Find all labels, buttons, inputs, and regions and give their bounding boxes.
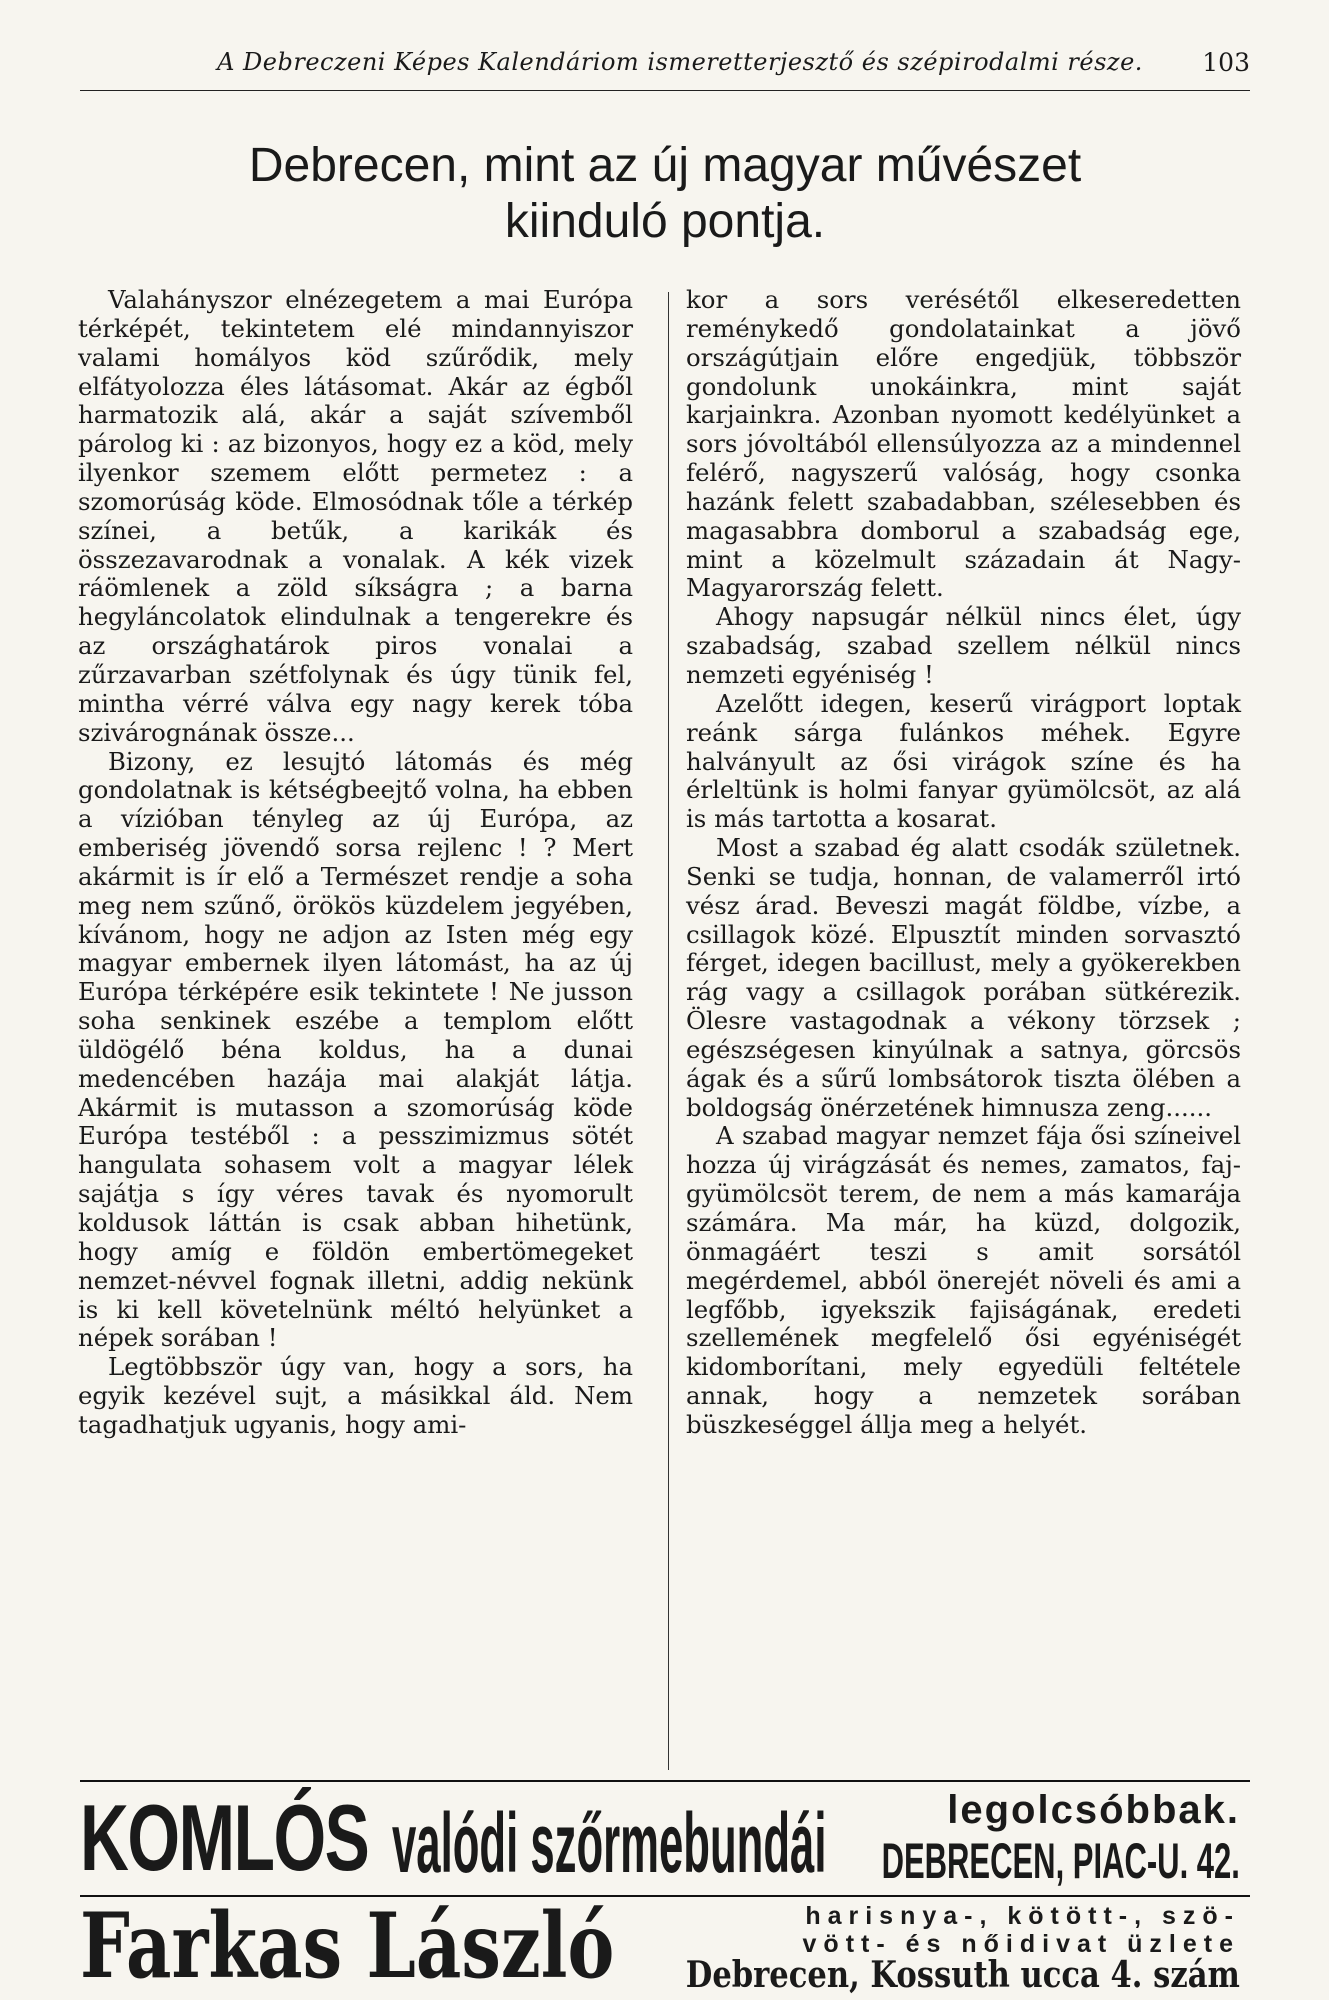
paragraph: Bizony, ez lesujtó látomás és még gondolatnak is kétségbeejtő volna, ha ebben a vízióban tényleg az új Európa, az emberiség jövendő sorsa rejlenc ! ? Mert akármit is ír elő a Természet rendje a soha meg nem szűnő, örökös küzdelem jegyében, kívánom, hogy ne adjon az Isten még egy magyar embernek ilyen látomást, ha az új Európa térképére esik tekintete ! Ne jusson soha senkinek eszébe a templom előtt üldögélő béna koldus, ha a dunai medencében hazája mai alakját látja. Akármit is mutasson a szomorúság köde Európa testéből : a pesszimizmus sötét hangulata sohasem volt a magyar lélek sajátja s így véres tavak és nyomorult koldusok láttán is csak abban hihetünk, hogy amíg e földön embertömegeket nemzet-névvel fognak illetni, addig nekünk is ki kell követelnünk méltó helyünket a népek sorában ! <box>78 746 633 1353</box>
article-title-line-1: Debrecen, mint az új magyar művészet <box>248 139 1082 192</box>
paragraph: kor a sors verésétől elkeseredetten reménykedő gondolatainkat a jövő országútjain előre engedjük, többször gondolunk unokáinkra, mint saját karjainkra. Azonban nyomott kedélyünket a sors jóvoltából ellensúlyozza az a mindennel felérő, nagyszerű valóság, hogy csonka hazánk felett szabadabban, szélesebben és magasabbra domborul a szabadság ege, mint a közelmult századain át Nagy-Magyarország felett. <box>686 285 1241 603</box>
farkas-description-line-1: harisnya-, kötött-, szö- <box>805 1902 1240 1930</box>
page-number: 103 <box>1202 48 1250 77</box>
paragraph: A szabad magyar nemzet fája ősi színeivel hozza új virágzását és nemes, zamatos, faj-gyümölcsöt terem, de nem a más kamarája számára. Ma már, ha küzd, dolgozik, önmagáért teszi s amit sorsától megérdemel, abból önerejét növeli és ami a legfőbb, igyekszik fajiságának, eredeti szellemének megfelelő ősi egyéniségét kidomborítani, mely egyedüli feltétele annak, hogy a nemzetek sorában büszkeséggel állja meg a helyét. <box>686 1121 1241 1439</box>
komlos-product: valódi szőrmebundái <box>392 1796 827 1890</box>
paragraph: Azelőtt idegen, keserű virágport loptak reánk sárga fulánkos méhek. Egyre halványult az ősi virágok színe és ha érleltünk is holmi fanyar gyümölcsöt, az alá is más tartotta a kosarat. <box>686 688 1241 834</box>
advert-rule <box>80 1780 1250 1782</box>
komlos-advertisement <box>80 1785 1250 1890</box>
farkas-address: Debrecen, Kossuth ucca 4. szám <box>685 1954 1240 1996</box>
paragraph: Legtöbbször úgy van, hogy a sors, ha egyik kezével sujt, a másikkal áld. Nem tagadhatjuk ugyanis, hogy ami- <box>78 1352 633 1439</box>
header-rule <box>80 90 1250 91</box>
komlos-address: DEBRECEN, PIAC-U. 42. <box>881 1833 1240 1889</box>
right-column <box>686 286 1241 1440</box>
paragraph: Valahányszor elnézegetem a mai Európa térképét, tekintetem elé mindannyiszor valami homályos köd szűrődik, mely elfátyolozza éles látásomat. Akár az égből harmatozik alá, akár a saját szívemből párolog ki : az bizonyos, hogy ez a köd, mely ilyenkor szemem előtt permetez : a szomorúság köde. Elmosódnak tőle a térkép színei, a betűk, a karikák és összezavarodnak a vonalak. A kék vizek ráömlenek a zöld síkságra ; a barna hegyláncolatok elindulnak a tengerekre és az országhatárok piros vonalai a zűrzavarban szétfolynak és úgy tünik fel, mintha vérré válva egy nagy kerek tóba szivárognának össze... <box>78 285 633 747</box>
komlos-name: KOMLÓS <box>80 1785 369 1890</box>
farkas-description-line-2: vött- és nőidivat üzlete <box>802 1930 1240 1958</box>
paragraph: Ahogy napsugár nélkül nincs élet, úgy szabadság, szabad szellem nélkül nincs nemzeti egyéniség ! <box>686 602 1241 689</box>
farkas-advertisement <box>80 1893 1250 1999</box>
article-title <box>80 138 1250 250</box>
column-divider <box>668 292 669 1770</box>
left-column <box>78 286 633 1440</box>
paragraph: Most a szabad ég alatt csodák születnek. Senki se tudja, honnan, de valamerről irtó vész árad. Beveszi magát földbe, vízbe, a csillagok közé. Elpusztít minden sorvasztó férget, idegen bacillust, mely a gyökerekben rág vagy a csillagok porában sütkérezik. Ölesre vastagodnak a vékony törzsek ; egészségesen kinyúlnak a satnya, görcsös ágak és a sűrű lombsátorok tiszta ölében a boldogság önérzetének himnusza zeng...... <box>686 833 1241 1122</box>
running-head <box>80 48 1250 88</box>
article-title-line-2: kiinduló pontja. <box>504 195 826 248</box>
farkas-name: Farkas László <box>80 1893 615 1999</box>
running-title: A Debreczeni Képes Kalendáriom ismeretterjesztő és szépirodalmi része. <box>217 48 1143 76</box>
komlos-slogan: legolcsóbbak. <box>947 1788 1240 1832</box>
